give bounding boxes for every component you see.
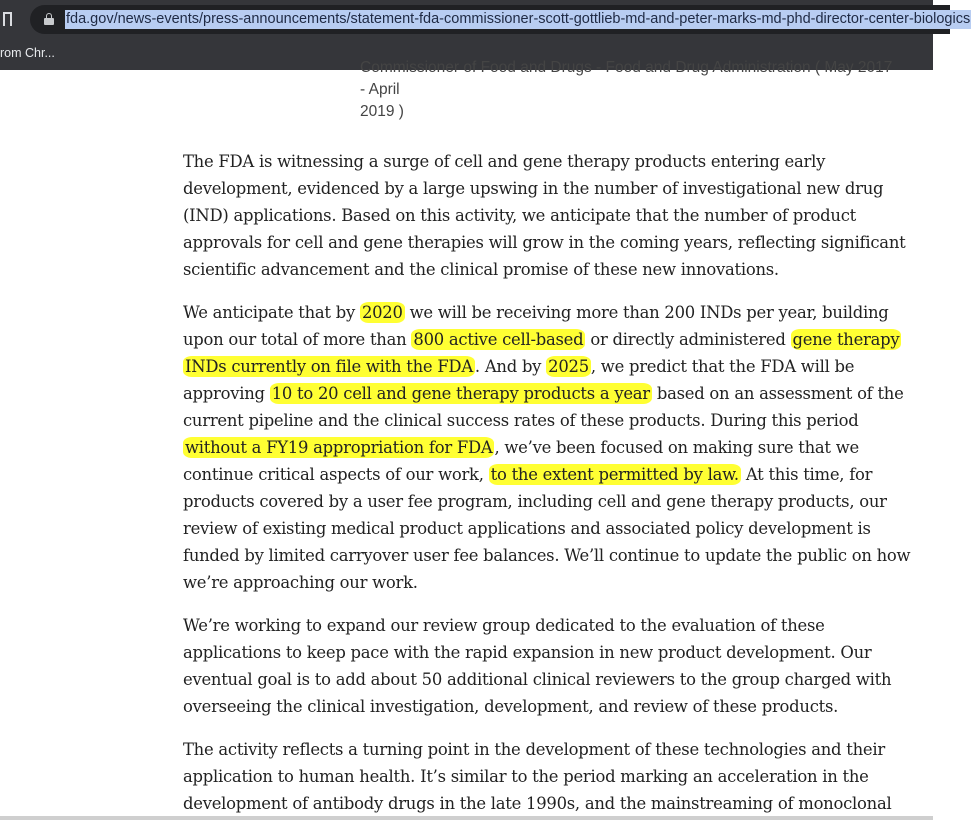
address-bar-row — [0, 0, 971, 38]
text-run: We anticipate that by — [183, 303, 360, 322]
text-run: , we predict that the FDA will be approving — [183, 357, 855, 403]
address-bar[interactable] — [30, 5, 971, 34]
paragraph: We’re working to expand our review group dedicated to the evaluation of these applications to keep pace with the rapid expansion in new product development. Our eventual goal is to add about 50 additional clinical reviewers to the group charged with overseeing the clinical investigation, development, and review of these products. — [183, 616, 892, 716]
paragraph: The activity reflects a turning point in the development of these technologies and their application to human health. It’s similar to the period marking an acceleration in the development of antibody drugs in the late 1990s, and the mainstreaming of monoclonal — [183, 740, 892, 813]
article-body — [183, 148, 918, 833]
byline — [360, 57, 900, 123]
paragraph: The FDA is witnessing a surge of cell and gene therapy products entering early development, evidenced by a large upswing in the number of investigational new drug (IND) applications. Based on this activity, we anticipate that the number of product approvals for cell and gene therapies will grow in the coming years, reflecting significant scientific advancement and the clinical promise of these new innovations. — [183, 152, 906, 279]
bookmark-icon[interactable] — [3, 12, 12, 26]
text-run: based on an assessment of the current pipeline and the clinical success rates of these products. During this period — [183, 384, 904, 430]
page-bottom-edge — [0, 816, 933, 820]
highlight: 10 to 20 cell and gene therapy products a year — [271, 384, 650, 403]
highlight: gene therapy INDs currently on file with the FDA — [185, 330, 900, 376]
url-text[interactable]: fda.gov/news-events/press-announcements/statement-fda-commissioner-scott-gottlieb-md-and-peter-marks-md-phd-director-center-biologics — [66, 11, 971, 27]
bookmark-item[interactable]: rom Chr... — [0, 46, 55, 60]
lock-icon[interactable] — [44, 13, 54, 25]
page-content — [0, 59, 933, 820]
paragraph — [183, 299, 918, 596]
byline-role: Commissioner of Food and Drugs - Food and Drug Administration ( May 2017 - April — [360, 59, 893, 98]
text-run: we will be receiving more than 200 INDs per year, building upon our total of more than — [183, 303, 889, 349]
highlight: 2020 — [361, 303, 403, 322]
text-run: , we’ve been focused on making sure that we continue critical aspects of our work, — [183, 438, 859, 484]
highlight: without a FY19 appropriation for FDA — [185, 438, 493, 457]
highlight: 2025 — [548, 357, 589, 376]
text-run: At this time, for products covered by a user fee program, including cell and gene therapy products, our review of existing medical product applications and associated policy development is funded by limited carryover user fee balances. We’ll continue to update the public on how we’re approaching our work. — [183, 465, 911, 592]
highlight: to the extent permitted by law. — [490, 465, 739, 484]
text-run: . And by — [474, 357, 547, 376]
text-run: or directly administered — [585, 330, 791, 349]
byline-years: 2019 ) — [360, 103, 404, 120]
highlight: 800 active cell-based — [413, 330, 584, 349]
